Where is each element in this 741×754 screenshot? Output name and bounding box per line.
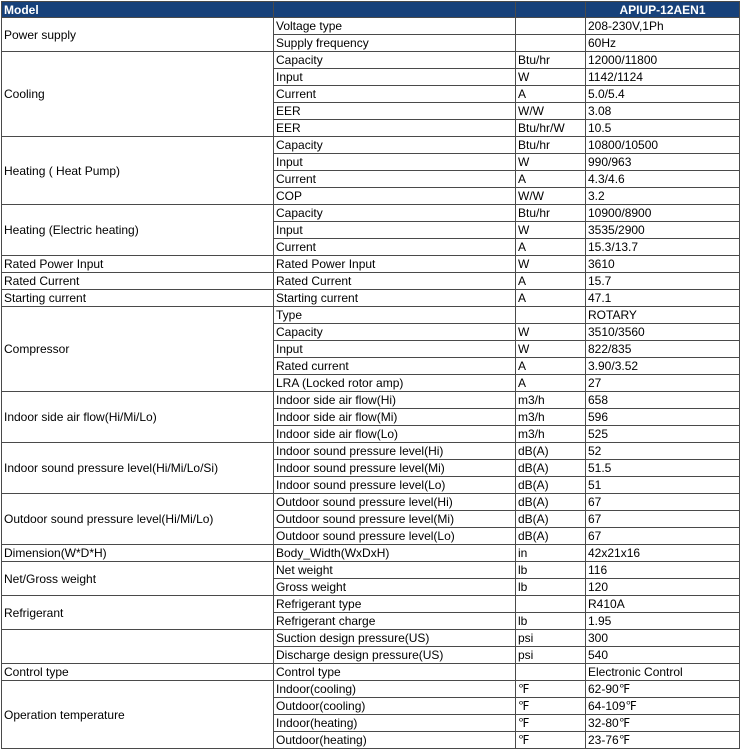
value-cell: 60Hz <box>586 35 740 52</box>
value-cell: 116 <box>586 562 740 579</box>
spec-row <box>2 256 740 273</box>
value-cell: 10900/8900 <box>586 205 740 222</box>
spec-row <box>2 52 740 69</box>
unit-cell <box>516 18 586 35</box>
unit-cell: dB(A) <box>516 528 586 545</box>
unit-cell: dB(A) <box>516 443 586 460</box>
param-cell: Outdoor(heating) <box>274 732 516 749</box>
param-cell: Refrigerant charge <box>274 613 516 630</box>
header-model-label: Model <box>2 2 274 18</box>
param-cell: Input <box>274 69 516 86</box>
header-blank-param <box>274 2 516 18</box>
value-cell: 5.0/5.4 <box>586 86 740 103</box>
unit-cell: in <box>516 545 586 562</box>
group-label: Rated Current <box>2 273 274 290</box>
param-cell: Suction design pressure(US) <box>274 630 516 647</box>
value-cell: 10800/10500 <box>586 137 740 154</box>
group-label: Heating ( Heat Pump) <box>2 137 274 205</box>
value-cell: 525 <box>586 426 740 443</box>
value-cell: 822/835 <box>586 341 740 358</box>
unit-cell: ℉ <box>516 698 586 715</box>
unit-cell: W/W <box>516 103 586 120</box>
value-cell: 23-76℉ <box>586 732 740 749</box>
spec-row <box>2 273 740 290</box>
value-cell: 47.1 <box>586 290 740 307</box>
param-cell: Indoor sound pressure level(Hi) <box>274 443 516 460</box>
group-label: Indoor side air flow(Hi/Mi/Lo) <box>2 392 274 443</box>
value-cell: R410A <box>586 596 740 613</box>
spec-row <box>2 205 740 222</box>
param-cell: Discharge design pressure(US) <box>274 647 516 664</box>
group-label: Operation temperature <box>2 681 274 749</box>
spec-row <box>2 392 740 409</box>
unit-cell: A <box>516 239 586 256</box>
unit-cell: Btu/hr/W <box>516 120 586 137</box>
unit-cell: dB(A) <box>516 494 586 511</box>
spec-row <box>2 630 740 647</box>
unit-cell: lb <box>516 562 586 579</box>
unit-cell: ℉ <box>516 681 586 698</box>
header-model-value: APIUP-12AEN1 <box>586 2 740 18</box>
unit-cell: W <box>516 222 586 239</box>
unit-cell: dB(A) <box>516 460 586 477</box>
unit-cell: psi <box>516 647 586 664</box>
param-cell: Indoor side air flow(Lo) <box>274 426 516 443</box>
unit-cell: dB(A) <box>516 477 586 494</box>
param-cell: Rated Power Input <box>274 256 516 273</box>
group-label: Heating (Electric heating) <box>2 205 274 256</box>
param-cell: LRA (Locked rotor amp) <box>274 375 516 392</box>
unit-cell: psi <box>516 630 586 647</box>
group-label: Net/Gross weight <box>2 562 274 596</box>
unit-cell: ℉ <box>516 715 586 732</box>
unit-cell: A <box>516 171 586 188</box>
spec-row <box>2 681 740 698</box>
unit-cell: W <box>516 256 586 273</box>
unit-cell <box>516 664 586 681</box>
value-cell: 12000/11800 <box>586 52 740 69</box>
param-cell: Indoor sound pressure level(Mi) <box>274 460 516 477</box>
unit-cell <box>516 307 586 324</box>
param-cell: Current <box>274 239 516 256</box>
spec-table-body <box>2 2 740 749</box>
value-cell: 51.5 <box>586 460 740 477</box>
param-cell: Current <box>274 171 516 188</box>
value-cell: 1142/1124 <box>586 69 740 86</box>
value-cell: Electronic Control <box>586 664 740 681</box>
param-cell: Net weight <box>274 562 516 579</box>
unit-cell: A <box>516 290 586 307</box>
spec-row <box>2 562 740 579</box>
value-cell: 208-230V,1Ph <box>586 18 740 35</box>
value-cell: 67 <box>586 511 740 528</box>
value-cell: 596 <box>586 409 740 426</box>
unit-cell: A <box>516 86 586 103</box>
param-cell: Indoor side air flow(Mi) <box>274 409 516 426</box>
param-cell: Outdoor sound pressure level(Hi) <box>274 494 516 511</box>
group-label: Indoor sound pressure level(Hi/Mi/Lo/Si) <box>2 443 274 494</box>
unit-cell: Btu/hr <box>516 205 586 222</box>
param-cell: Current <box>274 86 516 103</box>
unit-cell: lb <box>516 579 586 596</box>
param-cell: EER <box>274 120 516 137</box>
param-cell: Control type <box>274 664 516 681</box>
value-cell: 10.5 <box>586 120 740 137</box>
value-cell: 62-90℉ <box>586 681 740 698</box>
param-cell: Input <box>274 154 516 171</box>
param-cell: Outdoor sound pressure level(Lo) <box>274 528 516 545</box>
group-label <box>2 630 274 664</box>
value-cell: 990/963 <box>586 154 740 171</box>
value-cell: 67 <box>586 494 740 511</box>
value-cell: 32-80℉ <box>586 715 740 732</box>
value-cell: 3.08 <box>586 103 740 120</box>
group-label: Control type <box>2 664 274 681</box>
param-cell: Supply frequency <box>274 35 516 52</box>
param-cell: Outdoor(cooling) <box>274 698 516 715</box>
value-cell: 1.95 <box>586 613 740 630</box>
param-cell: Rated current <box>274 358 516 375</box>
param-cell: Indoor side air flow(Hi) <box>274 392 516 409</box>
group-label: Compressor <box>2 307 274 392</box>
spec-row <box>2 290 740 307</box>
param-cell: EER <box>274 103 516 120</box>
unit-cell: W <box>516 154 586 171</box>
spec-row <box>2 137 740 154</box>
unit-cell: W <box>516 324 586 341</box>
param-cell: Rated Current <box>274 273 516 290</box>
group-label: Starting current <box>2 290 274 307</box>
param-cell: Body_Width(WxDxH) <box>274 545 516 562</box>
param-cell: Voltage type <box>274 18 516 35</box>
value-cell: 4.3/4.6 <box>586 171 740 188</box>
value-cell: 15.3/13.7 <box>586 239 740 256</box>
value-cell: 3.2 <box>586 188 740 205</box>
spec-table <box>1 1 740 749</box>
group-label: Cooling <box>2 52 274 137</box>
param-cell: Capacity <box>274 137 516 154</box>
param-cell: Indoor(cooling) <box>274 681 516 698</box>
unit-cell: ℉ <box>516 732 586 749</box>
value-cell: ROTARY <box>586 307 740 324</box>
value-cell: 52 <box>586 443 740 460</box>
unit-cell: lb <box>516 613 586 630</box>
group-label: Outdoor sound pressure level(Hi/Mi/Lo) <box>2 494 274 545</box>
unit-cell: m3/h <box>516 426 586 443</box>
spec-row <box>2 545 740 562</box>
header-row <box>2 2 740 18</box>
unit-cell: W <box>516 341 586 358</box>
param-cell: Outdoor sound pressure level(Mi) <box>274 511 516 528</box>
param-cell: Capacity <box>274 205 516 222</box>
spec-row <box>2 596 740 613</box>
unit-cell: W/W <box>516 188 586 205</box>
value-cell: 120 <box>586 579 740 596</box>
value-cell: 67 <box>586 528 740 545</box>
value-cell: 3535/2900 <box>586 222 740 239</box>
unit-cell: m3/h <box>516 409 586 426</box>
value-cell: 15.7 <box>586 273 740 290</box>
unit-cell: A <box>516 375 586 392</box>
group-label: Dimension(W*D*H) <box>2 545 274 562</box>
value-cell: 64-109℉ <box>586 698 740 715</box>
param-cell: Type <box>274 307 516 324</box>
value-cell: 42x21x16 <box>586 545 740 562</box>
param-cell: Capacity <box>274 52 516 69</box>
param-cell: Input <box>274 341 516 358</box>
value-cell: 3510/3560 <box>586 324 740 341</box>
unit-cell: dB(A) <box>516 511 586 528</box>
spec-row <box>2 18 740 35</box>
spec-row <box>2 494 740 511</box>
param-cell: COP <box>274 188 516 205</box>
param-cell: Gross weight <box>274 579 516 596</box>
param-cell: Capacity <box>274 324 516 341</box>
spec-row <box>2 443 740 460</box>
value-cell: 51 <box>586 477 740 494</box>
value-cell: 3.90/3.52 <box>586 358 740 375</box>
value-cell: 658 <box>586 392 740 409</box>
unit-cell <box>516 35 586 52</box>
group-label: Power supply <box>2 18 274 52</box>
param-cell: Indoor(heating) <box>274 715 516 732</box>
unit-cell: W <box>516 69 586 86</box>
value-cell: 300 <box>586 630 740 647</box>
param-cell: Indoor sound pressure level(Lo) <box>274 477 516 494</box>
param-cell: Refrigerant type <box>274 596 516 613</box>
header-blank-unit <box>516 2 586 18</box>
unit-cell: Btu/hr <box>516 52 586 69</box>
param-cell: Starting current <box>274 290 516 307</box>
spec-row <box>2 664 740 681</box>
group-label: Refrigerant <box>2 596 274 630</box>
group-label: Rated Power Input <box>2 256 274 273</box>
unit-cell: A <box>516 273 586 290</box>
value-cell: 540 <box>586 647 740 664</box>
value-cell: 3610 <box>586 256 740 273</box>
value-cell: 27 <box>586 375 740 392</box>
param-cell: Input <box>274 222 516 239</box>
unit-cell <box>516 596 586 613</box>
unit-cell: Btu/hr <box>516 137 586 154</box>
unit-cell: m3/h <box>516 392 586 409</box>
spec-row <box>2 307 740 324</box>
unit-cell: A <box>516 358 586 375</box>
